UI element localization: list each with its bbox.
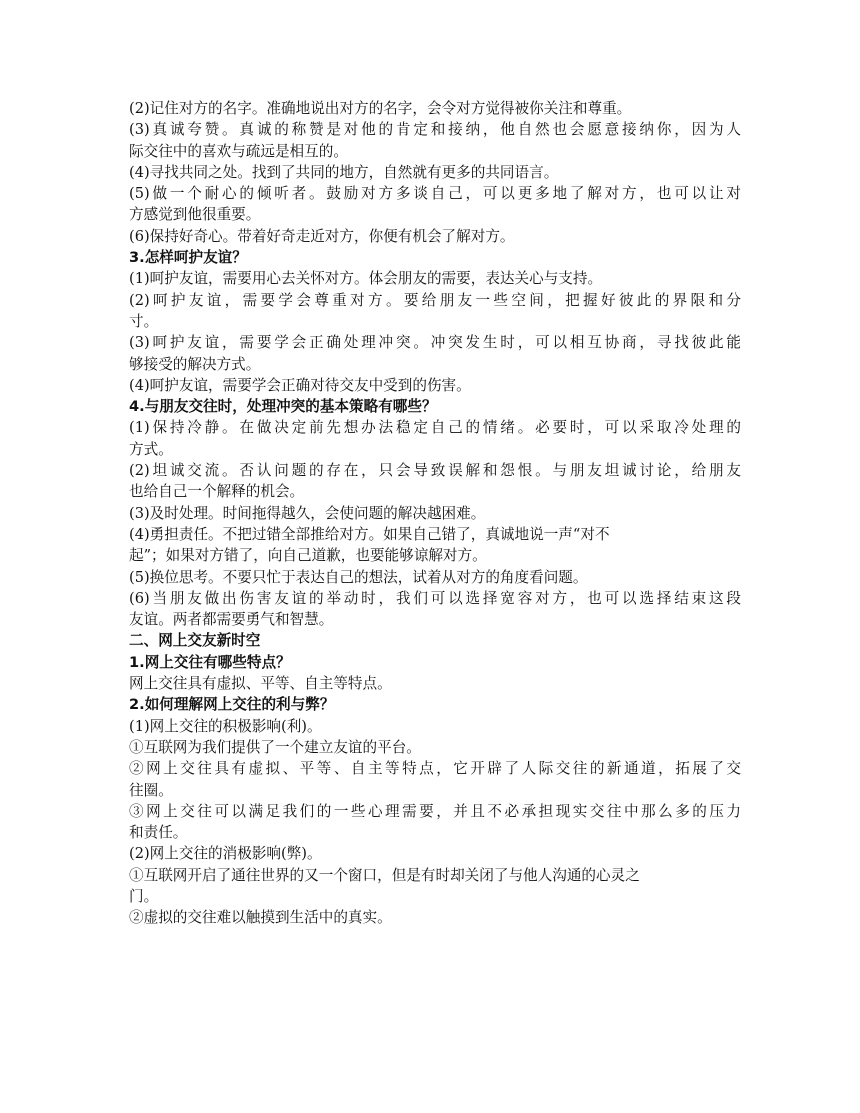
text-line: 网上交往具有虚拟、平等、自主等特点。	[129, 675, 392, 693]
text-line: 方式。	[129, 440, 173, 458]
section-heading: 4.与朋友交往时，处理冲突的基本策略有哪些？	[129, 398, 437, 416]
text-line: (5)换位思考。不要只忙于表达自己的想法，试着从对方的角度看问题。	[129, 568, 588, 586]
text-line: 和责任。	[129, 824, 188, 842]
text-line: (1)呵护友谊，需要用心去关怀对方。体会朋友的需要，表达关心与支持。	[129, 270, 603, 288]
text-line: (4)呵护友谊，需要学会正确对待交友中受到的伤害。	[129, 376, 471, 394]
section-heading: 3.怎样呵护友谊？	[129, 249, 247, 267]
text-line: (6)保持好奇心。带着好奇走近对方，你便有机会了解对方。	[129, 227, 515, 245]
text-line: 够接受的解决方式。	[129, 355, 261, 373]
text-line: 往圈。	[129, 781, 173, 799]
document-body	[129, 98, 741, 929]
text-line: (5)做一个耐心的倾听者。鼓励对方多谈自己，可以更多地了解对方，也可以让对	[129, 185, 741, 203]
text-line: (4)寻找共同之处。找到了共同的地方，自然就有更多的共同语言。	[129, 163, 559, 181]
text-line: (1)保持冷静。在做决定前先想办法稳定自己的情绪。必要时，可以采取冷处理的	[129, 419, 741, 437]
text-line: (3)真诚夸赞。真诚的称赞是对他的肯定和接纳，他自然也会愿意接纳你，因为人	[129, 121, 741, 139]
text-line: (3)呵护友谊，需要学会正确处理冲突。冲突发生时，可以相互协商，寻找彼此能	[129, 334, 741, 352]
text-line: 起”；如果对方错了，向自己道歉，也要能够谅解对方。	[129, 547, 487, 565]
text-line: 际交往中的喜欢与疏远是相互的。	[129, 142, 348, 160]
text-line: (2)记住对方的名字。准确地说出对方的名字，会令对方觉得被你关注和尊重。	[129, 100, 632, 117]
text-line: 也给自己一个解释的机会。	[129, 483, 305, 501]
section-heading: 2.如何理解网上交往的利与弊？	[129, 696, 335, 714]
text-line: (3)及时处理。时间拖得越久，会使问题的解决越困难。	[129, 504, 486, 522]
text-line: ②虚拟的交往难以触摸到生活中的真实。	[129, 909, 392, 927]
text-line: ③网上交往可以满足我们的一些心理需要，并且不必承担现实交往中那么多的压力	[129, 802, 741, 820]
section-heading: 二、网上交友新时空	[129, 632, 261, 650]
text-line: 方感觉到他很重要。	[129, 206, 261, 224]
text-line: (2)坦诚交流。否认问题的存在，只会导致误解和怨恨。与朋友坦诚讨论，给朋友	[129, 462, 741, 480]
text-line: 寸。	[129, 312, 159, 330]
text-line: ②网上交往具有虚拟、平等、自主等特点，它开辟了人际交往的新通道，拓展了交	[129, 760, 741, 778]
text-line: (6)当朋友做出伤害友谊的举动时，我们可以选择宽容对方，也可以选择结束这段	[129, 589, 741, 607]
text-line: 友谊。两者都需要勇气和智慧。	[129, 611, 334, 629]
section-heading: 1.网上交往有哪些特点？	[129, 653, 291, 671]
text-line: (4)勇担责任。不把过错全部推给对方。如果自己错了，真诚地说一声“对不	[129, 525, 610, 543]
text-line: (2)网上交往的消极影响(弊)。	[129, 845, 322, 863]
text-line: (1)网上交往的积极影响(利)。	[129, 717, 322, 735]
text-line: (2)呵护友谊，需要学会尊重对方。要给朋友一些空间，把握好彼此的界限和分	[129, 291, 741, 309]
text-line: ①互联网开启了通往世界的又一个窗口，但是有时却关闭了与他人沟通的心灵之	[129, 866, 640, 884]
text-line: ①互联网为我们提供了一个建立友谊的平台。	[129, 738, 421, 756]
text-line: 门。	[129, 887, 159, 905]
